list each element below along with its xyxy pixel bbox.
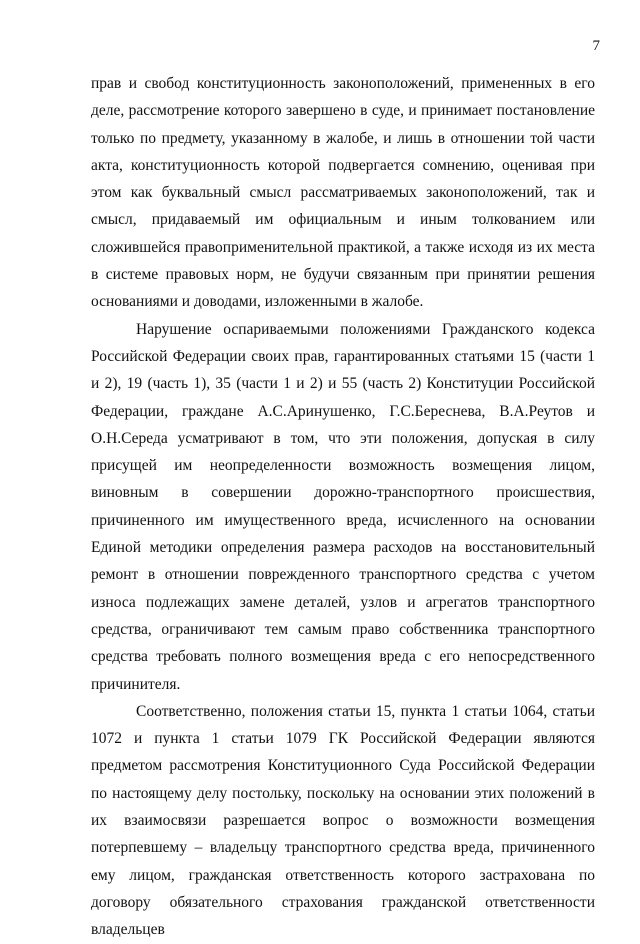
paragraph: Соответственно, положения статьи 15, пункта 1 статьи 1064, статьи 1072 и пункта 1 статьи 1079 ГК Российской Федерации являются предметом рассмотрения Конституционного Суда Российской Федерации по настоящему делу постольку, поскольку на основании этих положений в их взаимосвязи разрешается вопрос о возможности возмещения потерпевшему – владельцу транспортного средства вреда, причиненного ему лицом, гражданская ответственность которого застрахована по договору обязательного страхования гражданской ответственности владельцев xyxy=(91,702,595,939)
page-number: 7 xyxy=(592,38,600,54)
document-body xyxy=(91,70,595,944)
paragraph: прав и свобод конституционность законоположений, примененных в его деле, рассмотрение которого завершено в суде, и принимает постановление только по предмету, указанному в жалобе, и лишь в отношении той части акта, конституционность которой подвергается сомнению, оценивая при этом как буквальный смысл рассматриваемых законоположений, так и смысл, придаваемый им официальным и иным толкованием или сложившейся правоприменительной практикой, а также исходя из их места в системе правовых норм, не будучи связанным при принятии решения основаниями и доводами, изложенными в жалобе. xyxy=(91,75,595,311)
paragraph: Нарушение оспариваемыми положениями Гражданского кодекса Российской Федерации своих прав, гарантированных статьями 15 (части 1 и 2), 19 (часть 1), 35 (части 1 и 2) и 55 (часть 2) Конституции Российской Федерации, граждане А.С.Аринушенко, Г.С.Береснева, В.А.Реутов и О.Н.Середа усматривают в том, что эти положения, допуская в силу присущей им неопределенности возможность возмещения лицом, виновным в совершении дорожно-транспортного происшествия, причиненного им имущественного вреда, исчисленного на основании Единой методики определения размера расходов на восстановительный ремонт в отношении поврежденного транспортного средства с учетом износа подлежащих замене деталей, узлов и агрегатов транспортного средства, ограничивают тем самым право собственника транспортного средства требовать полного возмещения вреда с его непосредственного причинителя. xyxy=(91,320,595,693)
